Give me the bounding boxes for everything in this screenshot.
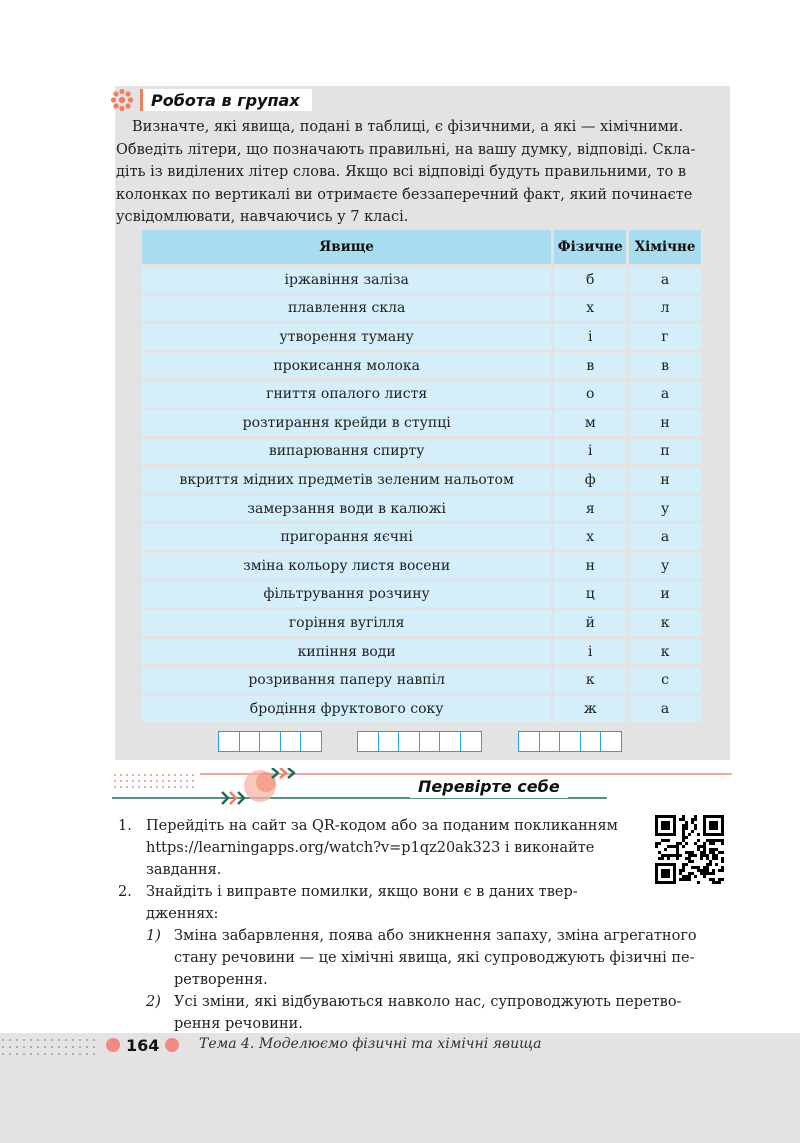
- cell-phenomenon: пригорання яєчні: [142, 524, 551, 550]
- cell-phenomenon: іржавіння заліза: [142, 267, 551, 293]
- answer-letter-box[interactable]: [239, 731, 261, 752]
- intro-line: діть із виділених літер слова. Якщо всі відповіді будуть правильними, то в: [116, 164, 686, 181]
- answer-letter-box[interactable]: [518, 731, 540, 752]
- page-dot-icon: [165, 1038, 179, 1052]
- cell-chemical-letter[interactable]: н: [629, 467, 701, 493]
- cell-physical-letter[interactable]: к: [554, 667, 626, 693]
- cell-physical-letter[interactable]: й: [554, 610, 626, 636]
- cell-phenomenon: замерзання води в калюжі: [142, 496, 551, 522]
- answer-letter-box[interactable]: [419, 731, 441, 752]
- cell-chemical-letter[interactable]: у: [629, 553, 701, 579]
- cell-chemical-letter[interactable]: у: [629, 496, 701, 522]
- cell-phenomenon: прокисання молока: [142, 353, 551, 379]
- page-number-block: [106, 1033, 179, 1057]
- phenomena-table: [139, 227, 704, 725]
- answer-letter-box[interactable]: [539, 731, 561, 752]
- header-phenomenon: Явище: [142, 230, 551, 264]
- cell-phenomenon: вкриття мідних предметів зеленим нальотом: [142, 467, 551, 493]
- answer-letter-box[interactable]: [357, 731, 379, 752]
- cell-phenomenon: випарювання спирту: [142, 439, 551, 465]
- qr-code-icon[interactable]: [655, 815, 724, 884]
- group-task-intro: [116, 116, 728, 229]
- sub-item-number: 1): [146, 928, 161, 944]
- cell-phenomenon: горіння вугілля: [142, 610, 551, 636]
- answer-letter-box[interactable]: [378, 731, 400, 752]
- cell-chemical-letter[interactable]: а: [629, 696, 701, 722]
- item-link-line[interactable]: https://learningapps.org/watch?v=p1qz20ak323 і виконайте: [146, 840, 595, 856]
- cell-chemical-letter[interactable]: а: [629, 267, 701, 293]
- check-yourself-header: [112, 768, 732, 808]
- header-physical: Фізичне: [554, 230, 626, 264]
- table-row: [142, 296, 701, 322]
- cell-chemical-letter[interactable]: а: [629, 524, 701, 550]
- cell-chemical-letter[interactable]: п: [629, 439, 701, 465]
- cell-chemical-letter[interactable]: к: [629, 639, 701, 665]
- cell-chemical-letter[interactable]: к: [629, 610, 701, 636]
- cell-phenomenon: кипіння води: [142, 639, 551, 665]
- answer-boxes: [0, 731, 800, 753]
- intro-line: усвідомлювати, навчаючись у 7 класі.: [116, 209, 409, 226]
- sub-item-line: Зміна забарвлення, поява або зникнення запаху, зміна агрегатного: [174, 928, 697, 944]
- table-row: [142, 582, 701, 608]
- intro-line: колонках по вертикалі ви отримаєте беззаперечний факт, який починаєте: [116, 186, 693, 203]
- table-row: [142, 610, 701, 636]
- check-yourself-list: [112, 815, 732, 1035]
- table-row: [142, 496, 701, 522]
- table-row: [142, 267, 701, 293]
- cell-physical-letter[interactable]: х: [554, 524, 626, 550]
- page-dot-icon: [106, 1038, 120, 1052]
- cell-physical-letter[interactable]: м: [554, 410, 626, 436]
- item-number: 1.: [118, 818, 132, 834]
- footer-topic: Тема 4. Моделюємо фізичні та хімічні явища: [199, 1036, 542, 1052]
- table-row: [142, 467, 701, 493]
- sub-item-line: ретворення.: [174, 972, 268, 988]
- cell-phenomenon: розривання паперу навпіл: [142, 667, 551, 693]
- group-task-title: Робота в групах: [151, 90, 300, 110]
- cell-physical-letter[interactable]: ц: [554, 582, 626, 608]
- cell-physical-letter[interactable]: х: [554, 296, 626, 322]
- header-chemical: Хімічне: [629, 230, 701, 264]
- cell-physical-letter[interactable]: н: [554, 553, 626, 579]
- table-row: [142, 353, 701, 379]
- footer: [0, 1033, 800, 1143]
- intro-line: Обведіть літери, що позначають правильні, на вашу думку, відповіді. Скла-: [116, 141, 696, 158]
- cell-physical-letter[interactable]: о: [554, 381, 626, 407]
- cell-physical-letter[interactable]: в: [554, 353, 626, 379]
- sub-item: [112, 991, 732, 1035]
- table-row: [142, 667, 701, 693]
- answer-letter-box[interactable]: [439, 731, 461, 752]
- item-text-line: дженнях:: [146, 906, 219, 922]
- answer-letter-box[interactable]: [259, 731, 281, 752]
- cell-phenomenon: утворення туману: [142, 324, 551, 350]
- cell-physical-letter[interactable]: ж: [554, 696, 626, 722]
- table-row: [142, 524, 701, 550]
- cell-phenomenon: плавлення скла: [142, 296, 551, 322]
- item-text-line: Знайдіть і виправте помилки, якщо вони є в даних твер-: [146, 884, 578, 900]
- table-row: [142, 410, 701, 436]
- item-number: 2.: [118, 884, 132, 900]
- cell-phenomenon: зміна кольору листя восени: [142, 553, 551, 579]
- list-item: [112, 815, 732, 881]
- cell-chemical-letter[interactable]: г: [629, 324, 701, 350]
- table-header-row: [142, 230, 701, 264]
- answer-letter-box[interactable]: [280, 731, 302, 752]
- answer-box-group: [218, 731, 321, 752]
- answer-letter-box[interactable]: [218, 731, 240, 752]
- cell-phenomenon: гниття опалого листя: [142, 381, 551, 407]
- answer-letter-box[interactable]: [580, 731, 602, 752]
- answer-letter-box[interactable]: [398, 731, 420, 752]
- answer-box-group: [357, 731, 480, 752]
- cell-chemical-letter[interactable]: а: [629, 381, 701, 407]
- cell-chemical-letter[interactable]: в: [629, 353, 701, 379]
- cell-chemical-letter[interactable]: н: [629, 410, 701, 436]
- page-number: 164: [126, 1035, 160, 1055]
- cell-physical-letter[interactable]: і: [554, 324, 626, 350]
- table-row: [142, 553, 701, 579]
- intro-line: Визначте, які явища, подані в таблиці, є фізичними, а які — хімічними.: [132, 119, 684, 135]
- cell-physical-letter[interactable]: і: [554, 439, 626, 465]
- table-row: [142, 439, 701, 465]
- cell-physical-letter[interactable]: і: [554, 639, 626, 665]
- cell-physical-letter[interactable]: ф: [554, 467, 626, 493]
- cell-physical-letter[interactable]: я: [554, 496, 626, 522]
- table-row: [142, 696, 701, 722]
- cell-chemical-letter[interactable]: л: [629, 296, 701, 322]
- cell-physical-letter[interactable]: б: [554, 267, 626, 293]
- answer-letter-box[interactable]: [600, 731, 622, 752]
- table-row: [142, 639, 701, 665]
- sub-item-line: Усі зміни, які відбуваються навколо нас, супроводжують перетво-: [174, 994, 682, 1010]
- item-text-line: завдання.: [146, 862, 222, 878]
- flower-icon: [110, 88, 134, 112]
- sub-item-line: стану речовини — це хімічні явища, які супроводжують фізичні пе-: [174, 950, 695, 966]
- answer-letter-box[interactable]: [460, 731, 482, 752]
- sub-item-line: рення речовини.: [174, 1016, 303, 1032]
- answer-letter-box[interactable]: [300, 731, 322, 752]
- cell-phenomenon: бродіння фруктового соку: [142, 696, 551, 722]
- cell-phenomenon: фільтрування розчину: [142, 582, 551, 608]
- list-item: [112, 881, 732, 925]
- cell-chemical-letter[interactable]: и: [629, 582, 701, 608]
- footer-dots-decoration: [0, 1037, 100, 1057]
- group-task-header: [110, 88, 312, 112]
- cell-phenomenon: розтирання крейди в ступці: [142, 410, 551, 436]
- table-row: [142, 324, 701, 350]
- table-row: [142, 381, 701, 407]
- item-text-line: Перейдіть на сайт за QR-кодом або за поданим покликанням: [146, 818, 618, 834]
- cell-chemical-letter[interactable]: с: [629, 667, 701, 693]
- check-yourself-title: Перевірте себе: [410, 776, 568, 798]
- sub-item-number: 2): [146, 994, 161, 1010]
- answer-letter-box[interactable]: [559, 731, 581, 752]
- sub-item: [112, 925, 732, 991]
- answer-box-group: [518, 731, 621, 752]
